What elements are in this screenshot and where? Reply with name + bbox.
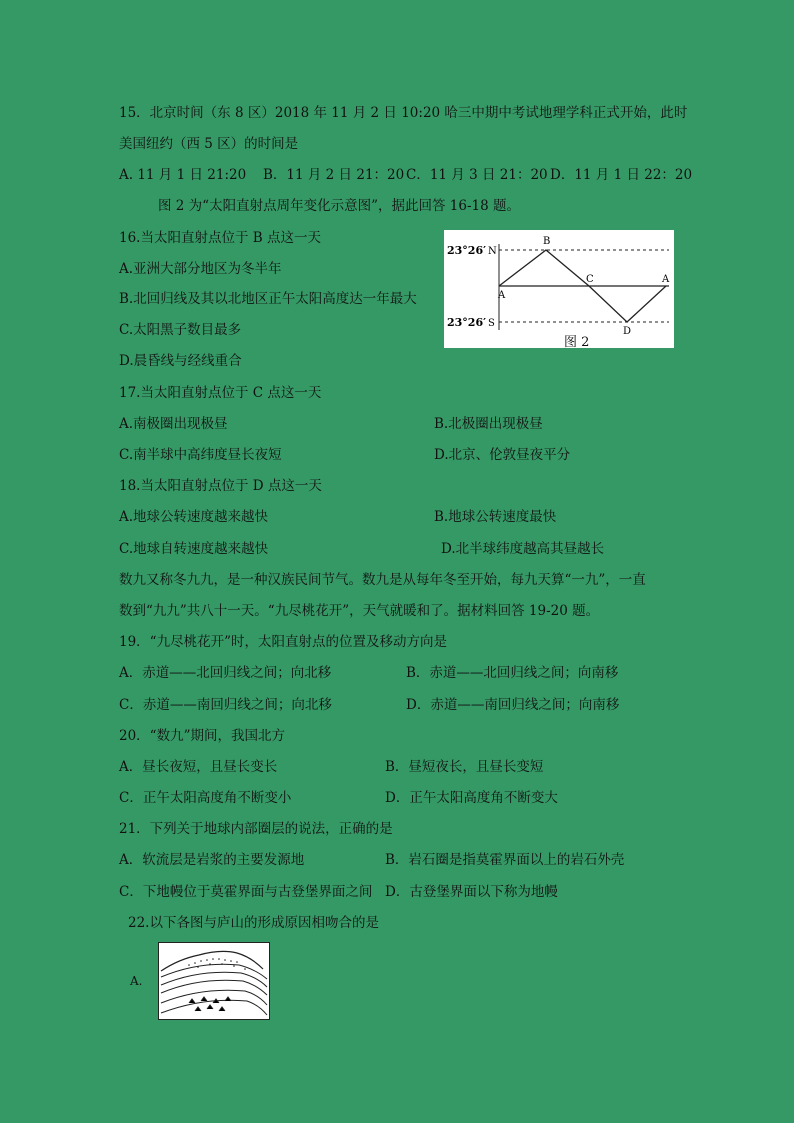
q17-option-c: C.南半球中高纬度昼长夜短 bbox=[119, 447, 282, 463]
q22-option-a-label: A. bbox=[130, 974, 143, 988]
q22-stem: 22.以下各图与庐山的形成原因相吻合的是 bbox=[128, 915, 379, 931]
point-d-label: D bbox=[623, 326, 632, 337]
q17-option-b: B.北极圈出现极昼 bbox=[434, 416, 543, 432]
q21-stem: 21．下列关于地球内部圈层的说法，正确的是 bbox=[119, 821, 393, 837]
point-c-label: C bbox=[586, 274, 594, 285]
point-b-label: B bbox=[543, 236, 551, 247]
figure-2-diagram bbox=[444, 230, 674, 348]
intrusion-marks bbox=[189, 997, 231, 1011]
q19-stem: 19．“九尽桃花开”时，太阳直射点的位置及移动方向是 bbox=[119, 634, 447, 650]
q15-option-b: B．11 月 2 日 21：20 bbox=[263, 167, 405, 183]
n-label: N bbox=[488, 246, 497, 257]
q21-option-b: B．岩石圈是指莫霍界面以上的岩石外壳 bbox=[385, 852, 625, 868]
q18-option-d: D.北半球纬度越高其昼越长 bbox=[441, 541, 605, 557]
point-a-left-label: A bbox=[498, 290, 506, 301]
q19-option-c: C．赤道——南回归线之间；向北移 bbox=[119, 697, 332, 713]
material-line1: 数九又称冬九九，是一种汉族民间节气。数九是从每年冬至开始，每九天算“一九”，一直 bbox=[119, 572, 646, 588]
q20-option-c: C．正午太阳高度角不断变小 bbox=[119, 790, 292, 806]
lat-top-label: 23°26′ bbox=[447, 244, 487, 257]
q17-option-a: A.南极圈出现极昼 bbox=[119, 416, 228, 432]
q16-option-c: C.太阳黑子数目最多 bbox=[119, 322, 242, 338]
q20-stem: 20．“数九”期间，我国北方 bbox=[119, 728, 285, 744]
intro-16-18: 图 2 为“太阳直射点周年变化示意图”，据此回答 16-18 题。 bbox=[158, 198, 520, 214]
q15-option-a: A. 11 月 1 日 21:20 bbox=[119, 167, 247, 183]
q21-option-c: C．下地幔位于莫霍界面与古登堡界面之间 bbox=[119, 884, 373, 900]
q21-option-a: A．软流层是岩浆的主要发源地 bbox=[119, 852, 305, 868]
s-label: S bbox=[488, 318, 495, 329]
q22-option-a-figure bbox=[158, 942, 270, 1020]
q20-option-a: A．昼长夜短，且昼长变长 bbox=[119, 759, 278, 775]
q15-option-c: C．11 月 3 日 21：20 bbox=[406, 167, 548, 183]
q18-option-a: A.地球公转速度越来越快 bbox=[119, 509, 269, 525]
q17-stem: 17.当太阳直射点位于 C 点这一天 bbox=[119, 385, 322, 401]
q21-option-d: D．古登堡界面以下称为地幔 bbox=[385, 884, 558, 900]
q16-stem: 16.当太阳直射点位于 B 点这一天 bbox=[119, 230, 321, 246]
q18-option-c: C.地球自转速度越来越快 bbox=[119, 541, 269, 557]
geologic-section-svg bbox=[159, 943, 269, 1019]
q15-option-d: D．11 月 1 日 22：20 bbox=[550, 167, 693, 183]
stratum-line bbox=[161, 972, 267, 987]
q19-option-a: A．赤道——北回归线之间；向北移 bbox=[119, 665, 332, 681]
q19-option-d: D．赤道——南回归线之间；向南移 bbox=[406, 697, 620, 713]
figure-2-svg bbox=[444, 230, 674, 348]
q20-option-b: B．昼短夜长，且昼长变短 bbox=[385, 759, 544, 775]
q19-option-b: B．赤道——北回归线之间；向南移 bbox=[406, 665, 619, 681]
q15-stem-line1: 15．北京时间（东 8 区）2018 年 11 月 2 日 10:20 哈三中期中考试地理学科正式开始，此时 bbox=[119, 105, 688, 121]
point-a-right-label: A bbox=[662, 274, 670, 285]
q17-option-d: D.北京、伦敦昼夜平分 bbox=[434, 447, 571, 463]
q18-stem: 18.当太阳直射点位于 D 点这一天 bbox=[119, 478, 322, 494]
q15-stem-line2: 美国纽约（西 5 区）的时间是 bbox=[119, 136, 299, 152]
q16-option-a: A.亚洲大部分地区为冬半年 bbox=[119, 261, 282, 277]
q16-option-d: D.晨昏线与经线重合 bbox=[119, 353, 242, 369]
material-line2: 数到“九九”共八十一天。“九尽桃花开”，天气就暖和了。据材料回答 19-20 题。 bbox=[119, 603, 600, 619]
q18-option-b: B.地球公转速度最快 bbox=[434, 509, 557, 525]
q16-option-b: B.北回归线及其以北地区正午太阳高度达一年最大 bbox=[119, 291, 417, 307]
lat-bottom-label: 23°26′ bbox=[447, 316, 487, 329]
figure-2-caption: 图 2 bbox=[564, 335, 590, 350]
q20-option-d: D．正午太阳高度角不断变大 bbox=[385, 790, 558, 806]
